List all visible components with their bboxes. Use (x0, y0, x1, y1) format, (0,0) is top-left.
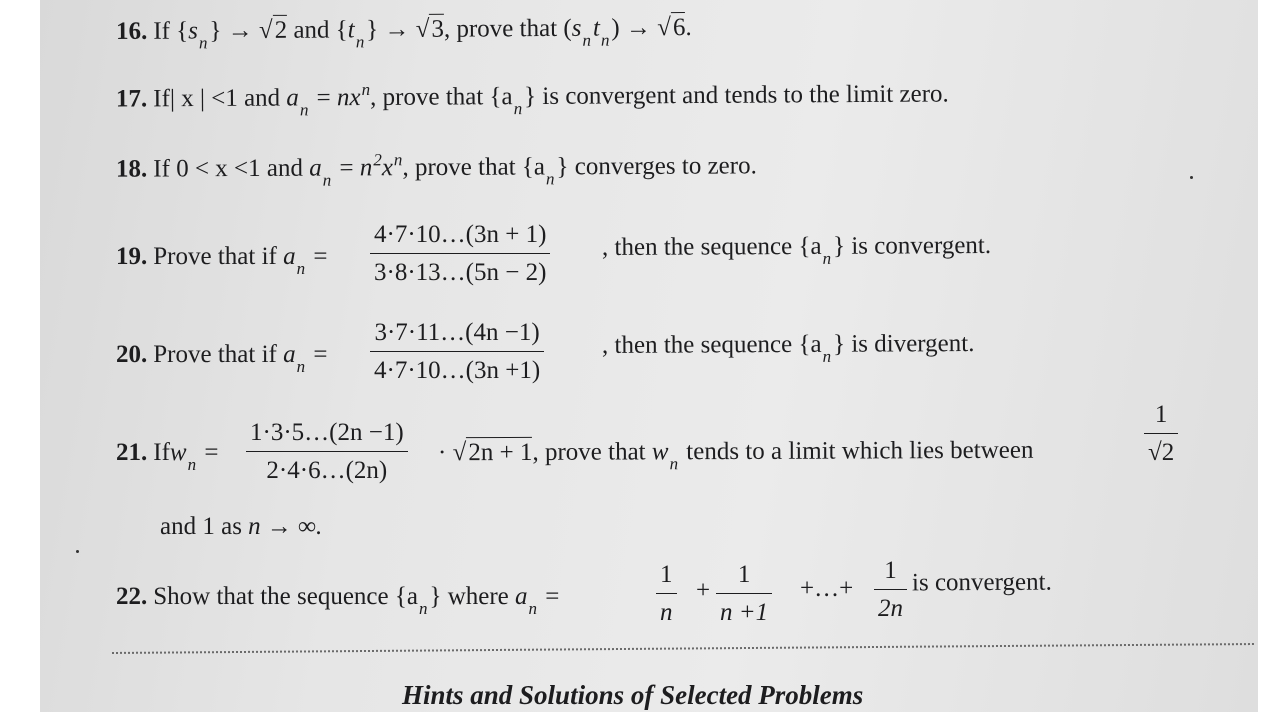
textbook-page (40, 0, 1258, 712)
problem-19-fraction: $\frac{4\cdot 7\cdot 10\dots(3n + 1)}{3\cdot 8\cdot 13\dots(5n - 2)}$ (370, 222, 550, 285)
problem-20-tail: , then the sequence $\{a_n\}$ is divergent. (601, 330, 975, 366)
problem-22: 22. Show that the sequence $\{a_n\}$ where $a_n$ = (116, 583, 560, 618)
problem-21-limit-fraction: $\frac{1}{√2}$ (1144, 402, 1178, 465)
problem-21-tail: · √2n + 1, prove that $w_n$ tends to a limit which lies between (437, 436, 1034, 474)
problem-21-fraction: $\frac{1\cdot 3\cdot 5\dots(2n -1)}{2\cdot 4\cdot 6\dots(2n)}$ (246, 420, 408, 483)
problem-19-tail: , then the sequence $\{a_n\}$ is convergent. (601, 231, 992, 268)
problem-22-fraction-1: $\frac{1}{n}$ (656, 562, 677, 625)
section-heading: Hints and Solutions of Selected Problems (402, 680, 864, 710)
problem-22-ellipsis: +…+ (800, 575, 854, 602)
speck-mark (1190, 176, 1193, 179)
dotted-divider (112, 643, 1254, 654)
problem-21: 21. Ifw$_n$ = (116, 439, 219, 474)
problem-22-fraction-2: $\frac{1}{n +1}$ (716, 562, 772, 625)
problem-20: 20. Prove that if $a_n$ = (116, 341, 328, 376)
speck-mark (76, 550, 79, 553)
problem-21-line2: and 1 as n → ∞. (160, 513, 323, 540)
problem-22-plus: + (696, 577, 711, 604)
problem-22-tail: is convergent. (911, 568, 1052, 597)
problem-16: 16. If $\{s_n\} \to √2$ and $\{t_n\} \to √3$, prove that $(s_nt_n) \to √6$. (115, 13, 692, 53)
problem-20-fraction: $\frac{3\cdot 7\cdot 11\dots(4n -1)}{4\cdot 7\cdot 10\dots(3n +1)}$ (370, 320, 544, 383)
problem-18: 18. If 0 < x <1 and $a_n = n^2x^n$, prove that $\{a_n\}$ converges to zero. (115, 150, 757, 190)
problem-22-fraction-3: $\frac{1}{2n}$ (874, 558, 907, 621)
problem-19: 19. Prove that if $a_n$ = (116, 243, 328, 278)
problem-17: 17. If| x | <1 and $a_n = nx^n$, prove that $\{a_n\}$ is convergent and tends to the limit zero. (115, 79, 949, 120)
